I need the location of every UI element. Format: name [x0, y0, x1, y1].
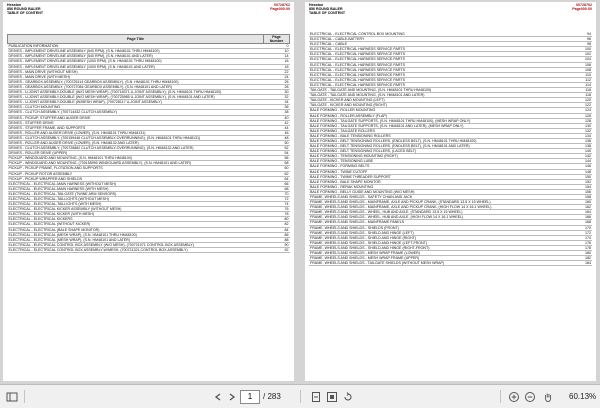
rotate-icon[interactable] — [342, 391, 354, 403]
toc-row-page: 74 — [264, 202, 290, 207]
toc-row-title: ELECTRICAL - ELECTRICAL KICKER (WITH MESH) — [8, 212, 264, 217]
hand-tool-icon[interactable] — [542, 391, 554, 403]
toc-row-page: 72 — [264, 197, 290, 202]
toc-row-title: FRAME, WHEELS AND SHIELDS - TAILGATE SHIELDS (WITHOUT MESH WRAP) — [309, 261, 566, 266]
toc-row-title: ELECTRICAL - ELECTRICAL HARNESS SERVICE PARTS — [309, 67, 566, 72]
fit-page-icon[interactable] — [326, 391, 338, 403]
toc-row-title: ELECTRICAL - ELECTRICAL-TAILGATE (TWINE ARM SENSORS) — [8, 191, 264, 196]
toc-row-page: 168 — [566, 220, 592, 225]
toc-row-page: 172 — [566, 230, 592, 235]
toc-row-title: FRAME, WHEELS AND SHIELDS - SAFETY CHAIN AND JACK — [309, 195, 566, 200]
toc-row-title: ELECTRICAL - ELECTRICAL CONTROL BOX MOUNTING — [309, 32, 566, 37]
toc-row-page: 40 — [264, 115, 290, 120]
document-page-left — [3, 2, 294, 381]
toc-row-page: 148 — [566, 169, 592, 174]
toc-row-title: ELECTRICAL - CABLE — [309, 42, 566, 47]
toc-row-page: 176 — [566, 240, 592, 245]
toc-row-title: ELECTRICAL - ELECTRICAL HARNESS SERVICE PARTS — [309, 47, 566, 52]
toolbar-divider — [500, 390, 501, 403]
toc-row-page: 0 — [264, 44, 290, 49]
toc-row-page: 150 — [566, 174, 592, 179]
toc-row-title: FRAME, WHEELS AND SHIELDS - SHIELD AND HINGE (RIGHT-FRONT) — [309, 245, 566, 250]
toc-row-title: ELECTRICAL - ELECTRICAL HARNESS SERVICE PARTS — [309, 77, 566, 82]
toc-row-title: DRIVES - ROLLER AND AUGER DRIVE (LOWER), (S.N. HM48132 AND LATER) — [8, 140, 264, 145]
model-name: 856 ROUND BALER — [309, 7, 343, 12]
toc-row-title: PICKUP - WINDGUARD AND MOUNTING, (700155990 WINDGUARD ASSEMBLY), (S.N. HM48101 AND LATER) — [8, 161, 264, 166]
toc-row-page: 140 — [566, 149, 592, 154]
toc-row-page: 178 — [566, 245, 592, 250]
toc-row-title: BALE FORMING - TAILGATE ROLLERS — [309, 128, 566, 133]
toc-row-title: ELECTRICAL - ELECTRICAL HARNESS SERVICE PARTS — [309, 62, 566, 67]
toc-row-page: 84 — [264, 227, 290, 232]
toc-row-title: ELECTRICAL - ELECTRICAL KICKERS — [8, 217, 264, 222]
toc-row-title: BALE FORMING - ROLLER ASSEMBLY (FLAP) — [309, 113, 566, 118]
toc-row-title: ELECTRICAL - ELECTRICAL HARNESS SERVICE PARTS — [309, 82, 566, 87]
toc-row-page: 114 — [566, 82, 592, 87]
toc-row-page: 16 — [264, 59, 290, 64]
toc-row-title: DRIVES - IMPLEMENT DRIVELINE ASSEMBLY (540 RPM), (S.N. HM48101 AND LATER) — [8, 54, 264, 59]
toolbar-divider — [24, 390, 25, 403]
toc-row-page: 52 — [264, 146, 290, 151]
toc-row-page: 34 — [264, 100, 290, 105]
toc-row-title: BALE FORMING - TWINE CUTOFF — [309, 169, 566, 174]
toc-row-page: 158 — [566, 195, 592, 200]
toc-row-page: 82 — [264, 222, 290, 227]
toc-row-page: 96 — [566, 37, 592, 42]
toc-row-page: 58 — [264, 161, 290, 166]
toc-row-page: 132 — [566, 128, 592, 133]
toc-row-title: DRIVES - CLUTCH ASSEMBLY, (700159446 CLUTCH ASSEMBLY-OVERRUNNING), (S.N. HM48101 THRU HM48131) — [8, 135, 264, 140]
viewer-toolbar — [0, 384, 600, 408]
toc-row-title: BALE FORMING - TWINE THREADER SUPPORT — [309, 174, 566, 179]
toc-row-page: 54 — [264, 151, 290, 156]
zoom-level[interactable]: 60.13% — [569, 392, 597, 401]
fit-width-icon[interactable] — [310, 391, 322, 403]
toc-row-page: 90 — [264, 242, 290, 247]
toc-row-page: 94 — [566, 32, 592, 37]
toc-row-page: 68 — [264, 186, 290, 191]
toc-row-page: 118 — [566, 93, 592, 98]
toc-row-page: 146 — [566, 164, 592, 169]
toc-row-page: 152 — [566, 179, 592, 184]
toc-row-page: 120 — [566, 98, 592, 103]
toc-row-title: FRAME, WHEELS AND SHIELDS - MESH WRAP FRAME (LOWER) — [309, 251, 566, 256]
toc-row-page: 46 — [264, 130, 290, 135]
page-ref: Page000-00 — [572, 7, 592, 12]
page-count: / 283 — [263, 392, 281, 401]
toc-row-page: 62 — [264, 171, 290, 176]
toc-row-title: BALE FORMING - TENSIONING LUBE — [309, 159, 566, 164]
toc-row-title: DRIVES - U-JOINT ASSEMBLY-DOUBLE (W/O MESH WRAP), (700718371 U-JOINT ASSEMBLY), (S.N. HM48101 THRU HM48100) — [8, 90, 264, 95]
toc-row-page: 70 — [264, 191, 290, 196]
zoom-out-icon[interactable] — [524, 391, 536, 403]
toc-row-page: 160 — [566, 200, 592, 205]
part-number: 00728762 — [274, 3, 290, 7]
toc-row-title: FRAME, WHEELS AND SHIELDS - WHEEL, HUB AND AXLE, (STANDARD 13.5 X 15 WHEEL) — [309, 210, 566, 215]
toc-row-title: ELECTRICAL - ELECTRICAL (MESH WRAP), (S.N. HM48101 AND LATER) — [8, 237, 264, 242]
toc-row-title: DRIVES - STUFFER DRIVE — [8, 120, 264, 125]
toc-row-title: DRIVES - MAIN DRIVE (WITHOUT MESH) — [8, 69, 264, 74]
toc-row-title: TAILGATE - KICKER AND MOUNTING (RIGHT) — [309, 103, 566, 108]
toc-row-title: ELECTRICAL - ELECTRICAL CONTROL BOX ASSEMBLY (W/O MESH), (700721071 CONTROL BOX ASSEMBLY) — [8, 242, 264, 247]
toc-row-title: FRAME, WHEELS AND SHIELDS - MAINFRAME, AXLE AND PICKUP CRANK, (HIGH FLOW 14 X 16.1 WHEEL) — [309, 205, 566, 210]
toc-row-page: 78 — [264, 212, 290, 217]
toc-row-title: DRIVES - PICKUP, STUFFER AND AUGER DRIVE — [8, 115, 264, 120]
toc-row-title: BALE FORMING - TAILGATE SUPPORTS, (S.N. HM48101 THRU HM48100), (MESH WRAP ONLY) — [309, 118, 566, 123]
toc-row-page: 92 — [264, 247, 290, 252]
toc-row-title: FRAME, WHEELS AND SHIELDS - SHIELD AND HINGE (RIGHT) — [309, 235, 566, 240]
toc-row-title: DRIVES - GEARBOX ASSEMBLY, (700725114 GEARBOX ASSEMBLY), (S.N. HM48101 THRU HM48100) — [8, 79, 264, 84]
toc-row-page: 18 — [264, 64, 290, 69]
toc-row-title: BALE FORMING - TAILGATE SUPPORTS, (S.N. HM48101 AND LATER), (MESH WRAP ONLY) — [309, 123, 566, 128]
toc-row-page: 36 — [264, 105, 290, 110]
page-ref: Page000-00 — [270, 7, 290, 12]
toc-row-title: PICKUP - PICKUP ROTOR ASSEMBLY — [8, 171, 264, 176]
section-title: TABLE OF CONTENT — [7, 11, 44, 16]
toc-row-title: ELECTRICAL - ELECTRICAL (WITHOUT KICKER) — [8, 222, 264, 227]
toc-row-page: 38 — [264, 110, 290, 115]
toc-row-title: FRAME, WHEELS AND SHIELDS - MAINFRAME PANELS — [309, 220, 566, 225]
col-page-title: Page Title — [8, 35, 264, 44]
next-page-icon[interactable] — [226, 391, 238, 403]
toc-row-page: 144 — [566, 159, 592, 164]
toc-row-page: 32 — [264, 95, 290, 100]
toc-row-title: DRIVES - CLUTCH ASSEMBLY, (700726882 CLUTCH ASSEMBLY-OVERRUNNING), (S.N. HM48132 AND LATER) — [8, 146, 264, 151]
toc-row-page: 134 — [566, 133, 592, 138]
toc-row-page: 110 — [566, 72, 592, 77]
part-number: 00728762 — [576, 3, 592, 7]
toc-row-title: DRIVES - U-JOINT ASSEMBLY-DOUBLE (W/MESH WRAP), (700728117 U-JOINT ASSEMBLY) — [8, 100, 264, 105]
toc-row-title: FRAME, WHEELS AND SHIELDS - SHIELD AND HINGE (LEFT-FRONT) — [309, 240, 566, 245]
toc-row-page: 108 — [566, 67, 592, 72]
toc-row-title: ELECTRICAL - ELECTRICAL CONTROL BOX ASSEMBLY-W/MESH, (700721321 CONTROL BOX ASSEMBLY) — [8, 247, 264, 252]
sidebar-toggle-icon[interactable] — [6, 391, 18, 403]
toc-row-page: 88 — [264, 237, 290, 242]
toc-row-title: ELECTRICAL - ELECTRICAL (BALE SHAPE MONITOR) — [8, 227, 264, 232]
toc-row-page: 86 — [264, 232, 290, 237]
toc-row-page: 106 — [566, 62, 592, 67]
toc-row-page: 26 — [264, 79, 290, 84]
toc-row-page: 42 — [264, 120, 290, 125]
toolbar-divider — [300, 390, 301, 403]
toc-row-page: 44 — [264, 125, 290, 130]
toc-row-page: 130 — [566, 123, 592, 128]
toc-row-page: 128 — [566, 118, 592, 123]
toc-row-page: 30 — [264, 90, 290, 95]
toc-row-title: DRIVES - GEARBOX ASSEMBLY, (700727084 GEARBOX ASSEMBLY), (S.N. HM48101 AND LATER) — [8, 84, 264, 89]
toc-row-title: DRIVES - U-JOINT ASSEMBLY-DOUBLE (W/O MESH WRAP), (700725985 U-JOINT ASSEMBLY), (S.N. HM48101 AND LATER) — [8, 95, 264, 100]
toc-row-title: BALE FORMING - ROLLER MOUNTING — [309, 108, 566, 113]
brand-name: Hesston — [7, 3, 22, 7]
toc-row-page: 116 — [566, 88, 592, 93]
toc-row-page: 164 — [566, 210, 592, 215]
document-page-right — [305, 2, 596, 381]
toc-row-title: ELECTRICAL - ELECTRICAL KICKER ASSEMBLY (WITHOUT MESH) — [8, 207, 264, 212]
toc-row-title: ELECTRICAL - ELECTRICAL-MAIN HARNESS (WITHOUT MESH) — [8, 181, 264, 186]
toc-row-title: ELECTRICAL - CABLE-BATTERY — [309, 37, 566, 42]
toc-row-title: BALE FORMING - BELT TENSIONING ROLLERS, (ENDLESS BELT), (S.N. HM48101 AND LATER) — [309, 144, 566, 149]
toc-row-title: BALE FORMING - BELLY GUIDE AND MOUNTING (W/O MESH) — [309, 189, 566, 194]
toc-row-page: 182 — [566, 256, 592, 261]
toc-row-title: BALE FORMING - TENSIONING MOUNTING (RIGHT) — [309, 154, 566, 159]
toc-row-page: 104 — [566, 57, 592, 62]
toc-header-row — [8, 35, 290, 44]
toc-row-title: PICKUP - PICKUP WRAPPER AND SHIELDS — [8, 176, 264, 181]
toc-row-page: 48 — [264, 135, 290, 140]
toc-row-page: 174 — [566, 235, 592, 240]
toc-row-page: 162 — [566, 205, 592, 210]
toc-row-title: ELECTRICAL - ELECTRICAL HARNESS SERVICE PARTS — [309, 57, 566, 62]
toc-row-page: 76 — [264, 207, 290, 212]
toc-row-page: 24 — [264, 74, 290, 79]
toc-row-page: 66 — [264, 181, 290, 186]
toc-row-page: 56 — [264, 156, 290, 161]
brand-name: Hesston — [309, 3, 324, 7]
toc-row-page: 64 — [264, 176, 290, 181]
toc-row-page: 124 — [566, 108, 592, 113]
col-page-number: Page Number — [264, 35, 290, 44]
toc-row-title: BALE FORMING - BELT TENSIONING ROLLERS, (LACED BELT) — [309, 149, 566, 154]
zoom-in-icon[interactable] — [508, 391, 520, 403]
toc-row-title: DRIVES - IMPLEMENT DRIVELINE ASSEMBLY (1000 RPM), (S.N. HM48101 THRU HM48100) — [8, 59, 264, 64]
toc-row-title: DRIVES - ROLLER DRIVE (UPPER) — [8, 151, 264, 156]
previous-page-icon[interactable] — [212, 391, 224, 403]
toc-row-title: ELECTRICAL - ELECTRICAL-TAILLIGHTS (WITHOUT MESH) — [8, 197, 264, 202]
toc-row-page: 98 — [566, 42, 592, 47]
toc-row-title: PICKUP - WINDGUARD AND MOUNTING, (S.N. HM48101 THRU HM48100) — [8, 156, 264, 161]
toc-row-page: 180 — [566, 251, 592, 256]
toc-table — [7, 34, 290, 253]
toc-row-page: 170 — [566, 225, 592, 230]
toc-row-title: DRIVES - STUFFER FRAME, AND SUPPORTS — [8, 125, 264, 130]
page-number-input[interactable]: 1 — [240, 390, 260, 404]
toc-row-title: TAILGATE - TAILGATE AND MOUNTING, (S.N. HM48101 THRU HM48100) — [309, 88, 566, 93]
toc-row-title: PICKUP - PICKUP FRAME, FLOTATION AND SUPPORTS — [8, 166, 264, 171]
toc-table — [309, 32, 592, 266]
toc-row-title: FRAME, WHEELS AND SHIELDS - SHIELD AND HINGE (LEFT) — [309, 230, 566, 235]
toc-row-page: 22 — [264, 69, 290, 74]
toc-row-title: ELECTRICAL - ELECTRICAL-TAILLIGHTS (WITH MESH) — [8, 202, 264, 207]
toc-row-page: 100 — [566, 47, 592, 52]
toc-row-title: TAILGATE - TAILGATE AND MOUNTING, (S.N. HM48101 AND LATER) — [309, 93, 566, 98]
toc-row[interactable] — [309, 261, 592, 266]
toc-row-title: DRIVES - IMPLEMENT DRIVELINE ASSEMBLY (1000 RPM), (S.N. HM48101 AND LATER) — [8, 64, 264, 69]
toc-row-page: 126 — [566, 113, 592, 118]
toc-row-title: BALE FORMING - BALE SHAPE MONITOR — [309, 179, 566, 184]
toc-row-title: ELECTRICAL - ELECTRICAL (MESH WRAP), (S.N. HM48101 THRU HM48100) — [8, 232, 264, 237]
toc-row-page: 80 — [264, 217, 290, 222]
toc-row-title: ELECTRICAL - ELECTRICAL HARNESS SERVICE PARTS — [309, 52, 566, 57]
toc-row-title: FRAME, WHEELS AND SHIELDS - MESH WRAP FRAME (UPPER) — [309, 256, 566, 261]
toc-row-title: BALE FORMING - BELT TENSIONING ROLLERS, (ENDLESS BELT), (S.N. HM48101 THRU HM48100) — [309, 138, 566, 143]
toc-row-page: 154 — [566, 184, 592, 189]
toc-row-page: 122 — [566, 103, 592, 108]
toc-row-page: 184 — [566, 261, 592, 266]
toc-row-title: BALE FORMING - BALE TENSIONING ROLLERS — [309, 133, 566, 138]
toc-row-title: FRAME, WHEELS AND SHIELDS - SHIELDS (FRONT) — [309, 225, 566, 230]
toc-row-title: ELECTRICAL - ELECTRICAL-MAIN HARNESS (WITH MESH) — [8, 186, 264, 191]
toc-row-title: BALE FORMING - FORMING BELTS — [309, 164, 566, 169]
toc-row-page: 156 — [566, 189, 592, 194]
toc-row-page: 138 — [566, 144, 592, 149]
toc-row-page: 60 — [264, 166, 290, 171]
toc-row-page: 102 — [566, 52, 592, 57]
section-title: TABLE OF CONTENT — [309, 11, 346, 16]
toc-row-page: 10 — [264, 49, 290, 54]
toc-row-page: 50 — [264, 140, 290, 145]
toc-row-title: DRIVES - CLUTCH ASSEMBLY, (700714432 CLUTCH ASSEMBLY) — [8, 110, 264, 115]
toc-row-title: DRIVES - ROLLER AND AUGER DRIVE (LOWER), (S.N. HM48101 THRU HM48131) — [8, 130, 264, 135]
toc-row-page: 166 — [566, 215, 592, 220]
toc-row-title: FRAME, WHEELS AND SHIELDS - MAINFRAME, AXLE AND PICKUP CRANK, (STANDARD 13.5 X 15 WHEEL) — [309, 200, 566, 205]
toc-row-title: FRAME, WHEELS AND SHIELDS - WHEEL, HUB AND AXLE, (HIGH FLOW 14 X 16.1 WHEEL) — [309, 215, 566, 220]
model-name: 856 ROUND BALER — [7, 7, 41, 12]
toc-row-page: 112 — [566, 77, 592, 82]
toc-row-title: TAILGATE - KICKER AND MOUNTING (LEFT) — [309, 98, 566, 103]
toc-row[interactable] — [8, 247, 290, 252]
toc-row-page: 28 — [264, 84, 290, 89]
toc-row-title: DRIVES - CLUTCH MOUNTING — [8, 105, 264, 110]
toc-row-page: 14 — [264, 54, 290, 59]
toc-row-title: DRIVES - MAIN DRIVE (WITH MESH) — [8, 74, 264, 79]
toc-row-page: 136 — [566, 138, 592, 143]
toc-row-title: DRIVES - IMPLEMENT DRIVELINE ASSEMBLY (540 RPM), (S.N. HM48101 THRU HM48100) — [8, 49, 264, 54]
toc-row-title: BALE FORMING - RERAK MOUNTING — [309, 184, 566, 189]
toc-row-page: 142 — [566, 154, 592, 159]
toc-row-title: ELECTRICAL - ELECTRICAL HARNESS SERVICE PARTS — [309, 72, 566, 77]
toc-row-title: PUBLICATION INFORMATION — [8, 44, 264, 49]
